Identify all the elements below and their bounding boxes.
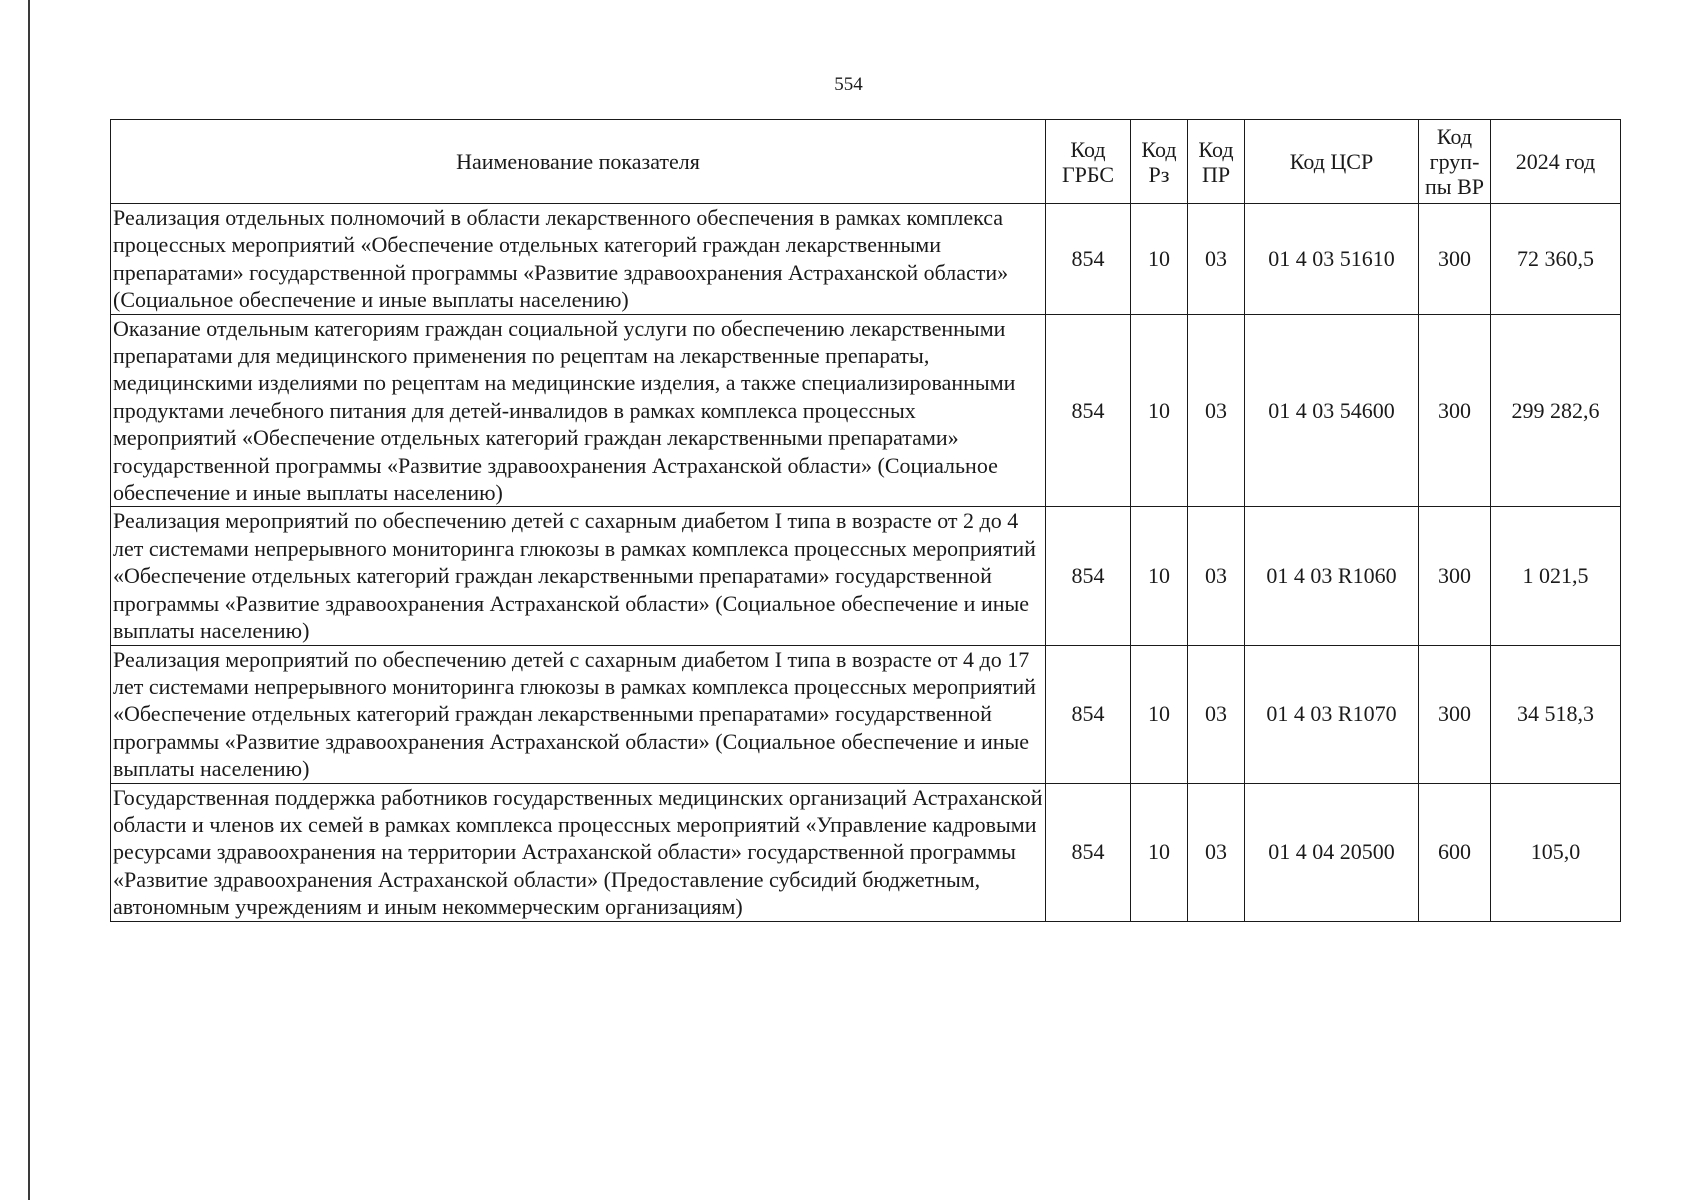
row-grbs: 854 — [1046, 507, 1131, 645]
header-csr: Код ЦСР — [1245, 120, 1419, 204]
row-pr: 03 — [1188, 314, 1245, 507]
row-amount: 34 518,3 — [1491, 645, 1621, 783]
row-rz: 10 — [1131, 507, 1188, 645]
row-grbs: 854 — [1046, 314, 1131, 507]
row-grbs: 854 — [1046, 645, 1131, 783]
row-csr: 01 4 03 54600 — [1245, 314, 1419, 507]
row-name: Реализация мероприятий по обеспечению детей с сахарным диабетом I типа в возрасте от 2 до 4 лет системами непрерывного мониторинга глюкозы в рамках комплекса процессных мероприятий «Обеспечение отдельных категорий граждан лекарственными препаратами» государственной программы «Развитие здравоохранения Астраханской области» (Социальное обеспечение и иные выплаты населению) — [111, 507, 1046, 645]
table-row — [111, 783, 1621, 921]
row-vr: 300 — [1419, 507, 1491, 645]
header-name: Наименование показателя — [111, 120, 1046, 204]
table-header-row — [111, 120, 1621, 204]
row-rz: 10 — [1131, 204, 1188, 315]
row-csr: 01 4 03 R1070 — [1245, 645, 1419, 783]
row-rz: 10 — [1131, 645, 1188, 783]
page-number: 554 — [834, 74, 863, 95]
row-vr: 300 — [1419, 645, 1491, 783]
table-row — [111, 204, 1621, 315]
row-csr: 01 4 03 51610 — [1245, 204, 1419, 315]
row-vr: 300 — [1419, 314, 1491, 507]
row-rz: 10 — [1131, 783, 1188, 921]
header-grbs: Код ГРБС — [1046, 120, 1131, 204]
row-amount: 1 021,5 — [1491, 507, 1621, 645]
header-rz: Код Рз — [1131, 120, 1188, 204]
header-pr: Код ПР — [1188, 120, 1245, 204]
row-name: Государственная поддержка работников государственных медицинских организаций Астраханской области и членов их семей в рамках комплекса процессных мероприятий «Управление кадровыми ресурсами здравоохранения на территории Астраханской области» государственной программы «Развитие здравоохранения Астраханской области» (Предоставление субсидий бюджетным, автономным учреждениям и иным некоммерческим организациям) — [111, 783, 1046, 921]
row-amount: 105,0 — [1491, 783, 1621, 921]
row-csr: 01 4 04 20500 — [1245, 783, 1419, 921]
row-name: Оказание отдельным категориям граждан социальной услуги по обеспечению лекарственными препаратами для медицинского применения по рецептам на лекарственные препараты, медицинскими изделиями по рецептам на медицинские изделия, а также специализированными продуктами лечебного питания для детей-инвалидов в рамках комплекса процессных мероприятий «Обеспечение отдельных категорий граждан лекарственными препаратами» государственной программы «Развитие здравоохранения Астраханской области» (Социальное обеспечение и иные выплаты населению) — [111, 314, 1046, 507]
row-name: Реализация мероприятий по обеспечению детей с сахарным диабетом I типа в возрасте от 4 до 17 лет системами непрерывного мониторинга глюкозы в рамках комплекса процессных мероприятий «Обеспечение отдельных категорий граждан лекарственными препаратами» государственной программы «Развитие здравоохранения Астраханской области» (Социальное обеспечение и иные выплаты населению) — [111, 645, 1046, 783]
row-pr: 03 — [1188, 783, 1245, 921]
page-margin-line — [28, 0, 30, 1200]
header-vr: Код груп-пы ВР — [1419, 120, 1491, 204]
row-name: Реализация отдельных полномочий в области лекарственного обеспечения в рамках комплекса процессных мероприятий «Обеспечение отдельных категорий граждан лекарственными препаратами» государственной программы «Развитие здравоохранения Астраханской области» (Социальное обеспечение и иные выплаты населению) — [111, 204, 1046, 315]
row-rz: 10 — [1131, 314, 1188, 507]
table-row — [111, 507, 1621, 645]
header-year: 2024 год — [1491, 120, 1621, 204]
row-grbs: 854 — [1046, 204, 1131, 315]
row-pr: 03 — [1188, 507, 1245, 645]
row-vr: 600 — [1419, 783, 1491, 921]
budget-table — [110, 119, 1621, 922]
table-row — [111, 645, 1621, 783]
row-pr: 03 — [1188, 204, 1245, 315]
table-row — [111, 314, 1621, 507]
row-amount: 299 282,6 — [1491, 314, 1621, 507]
row-grbs: 854 — [1046, 783, 1131, 921]
row-vr: 300 — [1419, 204, 1491, 315]
row-csr: 01 4 03 R1060 — [1245, 507, 1419, 645]
row-amount: 72 360,5 — [1491, 204, 1621, 315]
row-pr: 03 — [1188, 645, 1245, 783]
